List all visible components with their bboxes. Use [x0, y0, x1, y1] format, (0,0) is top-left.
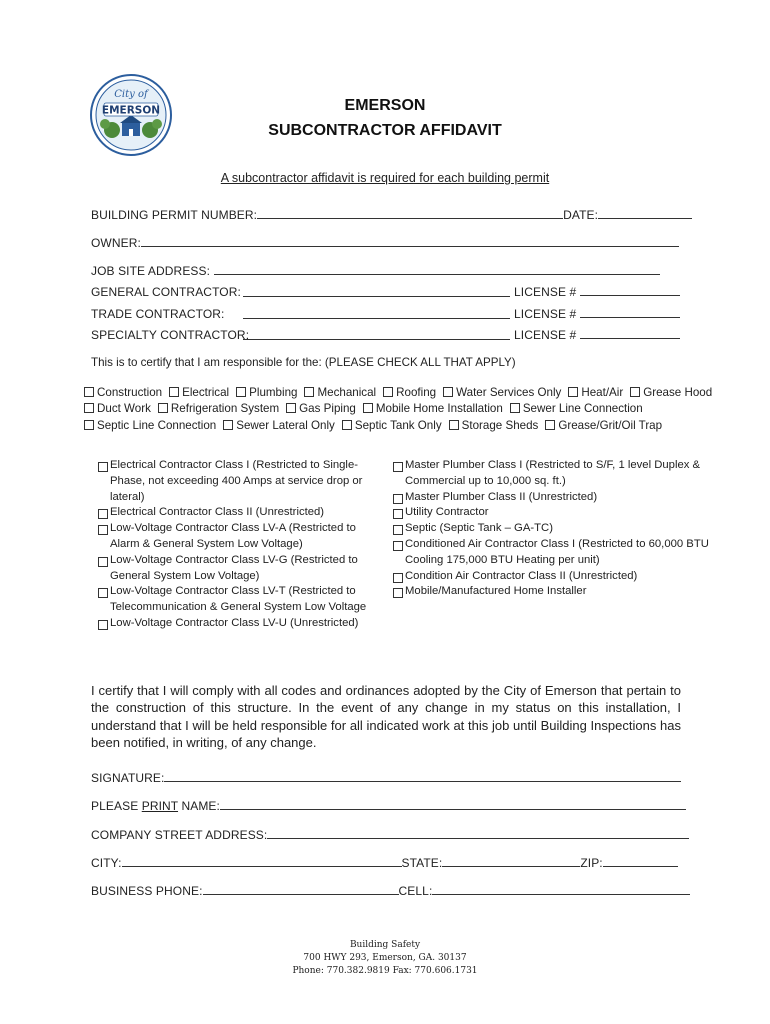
- work-type-septic-line[interactable]: Septic Line Connection: [84, 419, 216, 432]
- work-type-mobile-home[interactable]: Mobile Home Installation: [363, 402, 503, 415]
- owner-field[interactable]: [141, 236, 679, 247]
- certification-statement: I certify that I will comply with all codes and ordinances adopted by the City of Emerson that pertain to the construction of this structure. In the event of any change in my status on this installation, I understand that I will be held responsible for all indicated work at this job until Building Inspections has been notified, in writing, of any change.: [91, 683, 681, 751]
- job-site-row: [91, 264, 660, 278]
- work-type-refrigeration[interactable]: Refrigeration System: [158, 402, 279, 415]
- building-permit-field[interactable]: [257, 208, 563, 219]
- checkbox[interactable]: [393, 494, 403, 504]
- print-name-label-pre: PLEASE: [91, 799, 142, 813]
- checkbox[interactable]: [236, 387, 246, 397]
- licenses-right-list: [393, 458, 713, 600]
- checkbox[interactable]: [158, 403, 168, 413]
- checkbox[interactable]: [393, 462, 403, 472]
- city-state-zip-row: [91, 856, 678, 870]
- specialty-license-field[interactable]: [580, 328, 680, 339]
- seal-name: EMERSON: [101, 104, 161, 117]
- work-types-row-3: [84, 419, 662, 432]
- work-type-electrical[interactable]: Electrical: [169, 386, 229, 399]
- work-type-sewer-lateral[interactable]: Sewer Lateral Only: [223, 419, 335, 432]
- general-contractor-field[interactable]: [243, 286, 510, 297]
- footer-phone: Phone: 770.382.9819 Fax: 770.606.1731: [292, 966, 478, 976]
- checkbox[interactable]: [545, 420, 555, 430]
- city-seal-logo: [90, 74, 172, 156]
- work-type-mechanical[interactable]: Mechanical: [304, 386, 376, 399]
- license-option[interactable]: Low-Voltage Contractor Class LV-T (Restricted to Telecommunication & General System Low Voltage: [98, 584, 370, 616]
- checkbox[interactable]: [342, 420, 352, 430]
- phone-row: [91, 884, 690, 898]
- seal-top-text: City of: [114, 89, 148, 100]
- license-option[interactable]: Master Plumber Class I (Restricted to S/F, 1 level Duplex & Commercial up to 10,000 sq. ft.): [393, 458, 713, 490]
- page-title-city: EMERSON: [344, 97, 426, 114]
- checkbox[interactable]: [510, 403, 520, 413]
- general-license-field[interactable]: [580, 285, 680, 296]
- licenses-left-list: [98, 458, 370, 632]
- trade-contractor-label: TRADE CONTRACTOR:: [91, 307, 225, 321]
- company-address-label: COMPANY STREET ADDRESS:: [91, 828, 268, 842]
- trade-license-row: [514, 307, 680, 321]
- work-type-sewer-line[interactable]: Sewer Line Connection: [510, 402, 643, 415]
- business-phone-field[interactable]: [203, 884, 399, 895]
- owner-label: OWNER:: [91, 236, 141, 250]
- general-contractor-label: GENERAL CONTRACTOR:: [91, 285, 241, 299]
- checkbox[interactable]: [383, 387, 393, 397]
- checkbox[interactable]: [98, 525, 108, 535]
- company-address-field[interactable]: [267, 828, 689, 839]
- checkbox[interactable]: [630, 387, 640, 397]
- checkbox[interactable]: [98, 557, 108, 567]
- work-type-storage-sheds[interactable]: Storage Sheds: [449, 419, 539, 432]
- trade-license-field[interactable]: [580, 307, 680, 318]
- license-option[interactable]: Master Plumber Class II (Unrestricted): [393, 490, 713, 506]
- signature-label: SIGNATURE:: [91, 771, 165, 785]
- footer: [0, 939, 770, 978]
- intro-text: A subcontractor affidavit is required for each building permit: [220, 171, 550, 185]
- checkbox[interactable]: [363, 403, 373, 413]
- checkbox[interactable]: [393, 525, 403, 535]
- checkbox[interactable]: [443, 387, 453, 397]
- state-field[interactable]: [442, 856, 580, 867]
- company-address-row: [91, 828, 689, 842]
- checkbox[interactable]: [84, 387, 94, 397]
- specialty-license-label: LICENSE #: [514, 328, 577, 342]
- print-name-field[interactable]: [220, 799, 686, 810]
- specialty-contractor-label: SPECIALTY CONTRACTOR:: [91, 328, 250, 342]
- city-label: CITY:: [91, 856, 122, 870]
- trade-contractor-row: [91, 307, 224, 321]
- checkbox[interactable]: [98, 509, 108, 519]
- checkbox[interactable]: [286, 403, 296, 413]
- work-type-grease-hood[interactable]: Grease Hood: [630, 386, 712, 399]
- checkbox[interactable]: [393, 573, 403, 583]
- footer-address: 700 HWY 293, Emerson, GA. 30137: [303, 953, 467, 963]
- general-contractor-row: [91, 285, 241, 299]
- license-option[interactable]: Utility Contractor: [393, 505, 713, 521]
- checkbox[interactable]: [98, 620, 108, 630]
- checkbox[interactable]: [98, 462, 108, 472]
- certify-check-instruction: This is to certify that I am responsible for the: (PLEASE CHECK ALL THAT APPLY): [91, 356, 516, 369]
- license-option[interactable]: Mobile/Manufactured Home Installer: [393, 584, 713, 600]
- city-field[interactable]: [122, 856, 402, 867]
- checkbox[interactable]: [304, 387, 314, 397]
- work-types-row-1: [84, 386, 712, 399]
- checkbox[interactable]: [393, 509, 403, 519]
- date-label: DATE:: [563, 208, 599, 222]
- zip-label: ZIP:: [580, 856, 603, 870]
- business-phone-label: BUSINESS PHONE:: [91, 884, 203, 898]
- work-type-plumbing[interactable]: Plumbing: [236, 386, 297, 399]
- print-name-label-post: NAME:: [178, 799, 220, 813]
- print-name-row: [91, 799, 686, 813]
- trade-license-label: LICENSE #: [514, 307, 577, 321]
- license-option[interactable]: Electrical Contractor Class I (Restricted to Single-Phase, not exceeding 400 Amps at service drop or lateral): [98, 458, 370, 505]
- checkbox[interactable]: [223, 420, 233, 430]
- checkbox[interactable]: [568, 387, 578, 397]
- building-permit-row: [91, 208, 692, 222]
- checkbox[interactable]: [84, 420, 94, 430]
- work-type-grease-trap[interactable]: Grease/Grit/Oil Trap: [545, 419, 662, 432]
- checkbox[interactable]: [169, 387, 179, 397]
- work-type-duct-work[interactable]: Duct Work: [84, 402, 151, 415]
- work-type-roofing[interactable]: Roofing: [383, 386, 436, 399]
- state-label: STATE:: [401, 856, 443, 870]
- building-permit-label: BUILDING PERMIT NUMBER:: [91, 208, 258, 222]
- work-type-septic-tank[interactable]: Septic Tank Only: [342, 419, 442, 432]
- zip-field[interactable]: [603, 856, 678, 867]
- job-site-label: JOB SITE ADDRESS:: [91, 264, 211, 278]
- license-option[interactable]: Septic (Septic Tank – GA-TC): [393, 521, 713, 537]
- page-title: SUBCONTRACTOR AFFIDAVIT: [268, 122, 502, 139]
- work-type-water-services[interactable]: Water Services Only: [443, 386, 561, 399]
- job-site-field[interactable]: [214, 264, 660, 275]
- work-type-heat-air[interactable]: Heat/Air: [568, 386, 623, 399]
- cell-label: CELL:: [398, 884, 433, 898]
- trade-contractor-field[interactable]: [243, 308, 510, 319]
- cell-field[interactable]: [432, 884, 690, 895]
- owner-row: [91, 236, 679, 250]
- license-option[interactable]: Low-Voltage Contractor Class LV-G (Restricted to General System Low Voltage): [98, 553, 370, 585]
- general-license-row: [514, 285, 680, 299]
- checkbox[interactable]: [393, 588, 403, 598]
- signature-field[interactable]: [164, 771, 681, 782]
- print-name-label-print: PRINT: [141, 799, 179, 813]
- date-field[interactable]: [598, 208, 692, 219]
- specialty-contractor-field[interactable]: [243, 329, 510, 340]
- checkbox[interactable]: [449, 420, 459, 430]
- work-type-gas-piping[interactable]: Gas Piping: [286, 402, 356, 415]
- footer-department: Building Safety: [349, 940, 421, 950]
- general-license-label: LICENSE #: [514, 285, 577, 299]
- license-option[interactable]: Conditioned Air Contractor Class I (Restricted to 60,000 BTU Cooling 175,000 BTU Heating per unit): [393, 537, 713, 569]
- work-types-row-2: [84, 402, 643, 415]
- license-option[interactable]: Low-Voltage Contractor Class LV-A (Restricted to Alarm & General System Low Voltage): [98, 521, 370, 553]
- signature-row: [91, 771, 681, 785]
- license-option[interactable]: Condition Air Contractor Class II (Unrestricted): [393, 569, 713, 585]
- checkbox[interactable]: [84, 403, 94, 413]
- specialty-contractor-row: [91, 328, 249, 342]
- specialty-license-row: [514, 328, 680, 342]
- license-option[interactable]: Low-Voltage Contractor Class LV-U (Unrestricted): [98, 616, 370, 632]
- checkbox[interactable]: [393, 541, 403, 551]
- work-type-construction[interactable]: Construction: [84, 386, 162, 399]
- checkbox[interactable]: [98, 588, 108, 598]
- license-option[interactable]: Electrical Contractor Class II (Unrestricted): [98, 505, 370, 521]
